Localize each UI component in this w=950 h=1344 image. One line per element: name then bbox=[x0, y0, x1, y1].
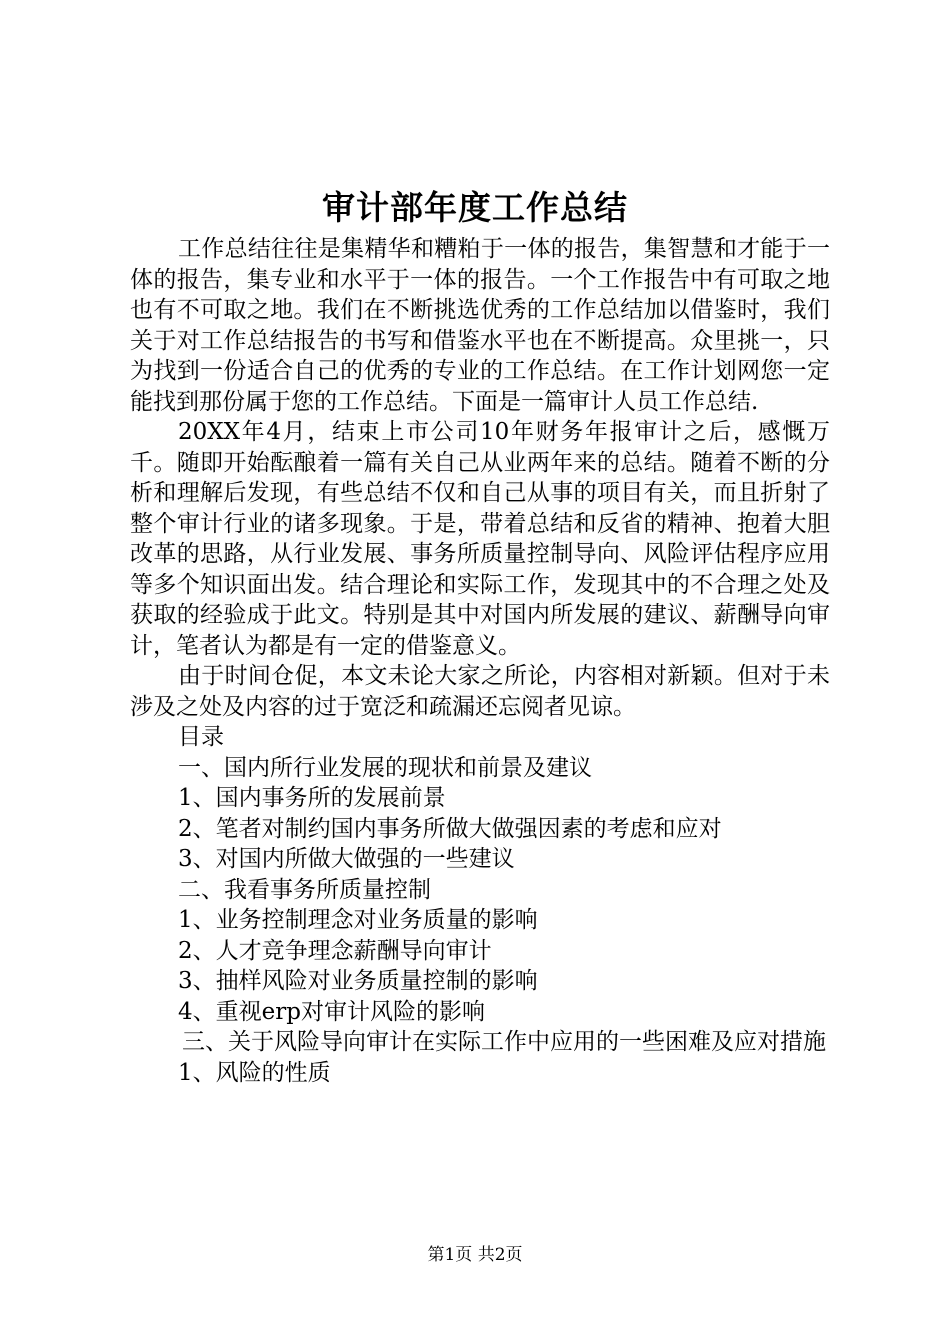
paragraph-intro: 工作总结往往是集精华和糟粕于一体的报告，集智慧和才能于一体的报告，集专业和水平于一体的报告。一个工作报告中有可取之地也有不可取之地。我们在不断挑选优秀的工作总结加以借鉴时，我们关于对工作总结报告的书写和借鉴水平也在不断提高。众里挑一，只为找到一份适合自己的优秀的专业的工作总结。在工作计划网您一定能找到那份属于您的工作总结。下面是一篇审计人员工作总结. bbox=[130, 236, 830, 415]
toc-item: 2、笔者对制约国内事务所做大做强因素的考虑和应对 bbox=[178, 815, 722, 842]
toc-item: 二、我看事务所质量控制 bbox=[178, 876, 431, 903]
paragraph-background: 20XX年4月，结束上市公司10年财务年报审计之后，感慨万千。随即开始酝酿着一篇有关自己从业两年来的总结。随着不断的分析和理解后发现，有些总结不仅和自己从事的项目有关，而且折射了整个审计行业的诸多现象。于是，带着总结和反省的精神、抱着大胆改革的思路，从行业发展、事务所质量控制导向、风险评估程序应用等多个知识面出发。结合理论和实际工作，发现其中的不合理之处及获取的经验成于此文。特别是其中对国内所发展的建议、薪酬导向审计，笔者认为都是有一定的借鉴意义。 bbox=[130, 419, 830, 659]
toc-item: 3、对国内所做大做强的一些建议 bbox=[178, 846, 515, 872]
page-footer: 第1页 共2页 bbox=[427, 1245, 523, 1265]
toc-item: 1、业务控制理念对业务质量的影响 bbox=[178, 907, 538, 933]
toc-item: 3、抽样风险对业务质量控制的影响 bbox=[178, 968, 538, 994]
toc-item-long: 三、关于风险导向审计在实际工作中应用的一些困难及应对措施 bbox=[182, 1029, 826, 1055]
toc-item: 1、风险的性质 bbox=[178, 1059, 331, 1086]
toc-heading: 目录 bbox=[178, 724, 224, 750]
paragraph-apology: 由于时间仓促，本文未论大家之所论，内容相对新颖。但对于未涉及之处及内容的过于宽泛和疏漏还忘阅者见谅。 bbox=[130, 663, 830, 720]
toc-item: 2、人才竞争理念薪酬导向审计 bbox=[178, 937, 492, 964]
toc-item: 一、国内所行业发展的现状和前景及建议 bbox=[178, 754, 592, 781]
document-body bbox=[130, 234, 830, 1088]
document-title: 审计部年度工作总结 bbox=[322, 188, 628, 227]
toc-item: 1、国内事务所的发展前景 bbox=[178, 785, 446, 811]
toc-item: 4、重视erp对审计风险的影响 bbox=[178, 998, 485, 1025]
